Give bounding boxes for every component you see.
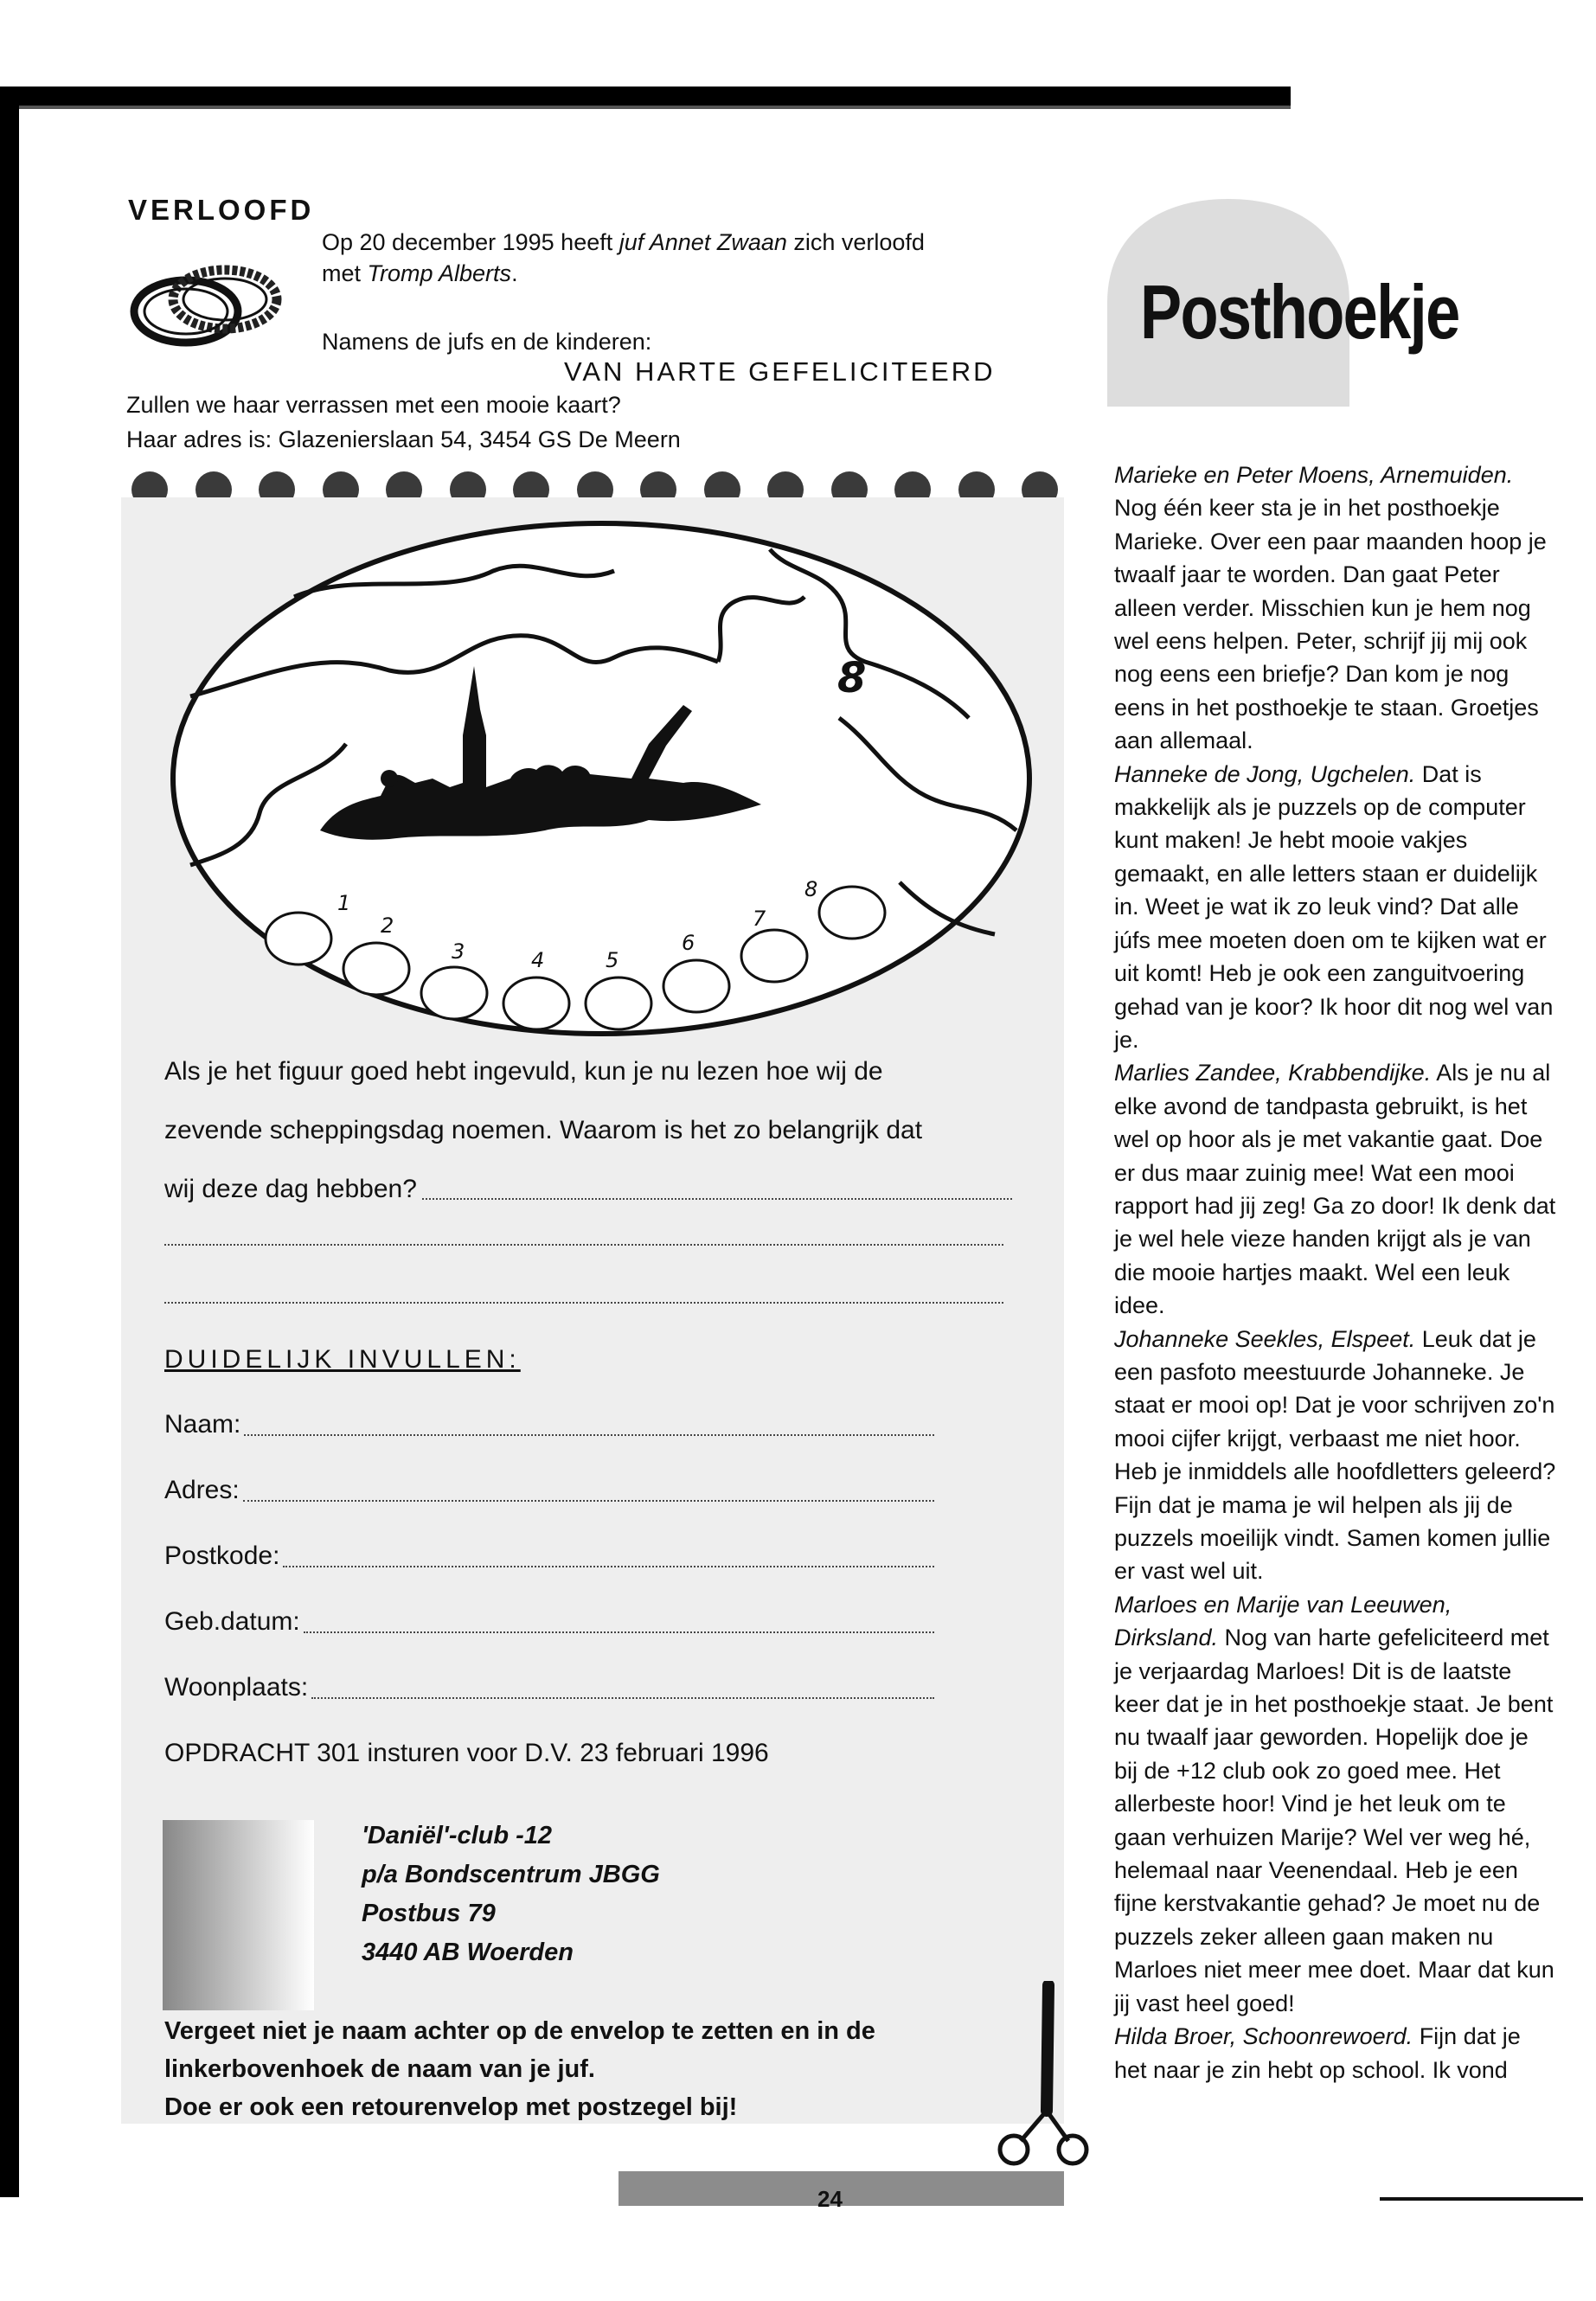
- address-label: Adres:: [164, 1476, 240, 1504]
- letter-reply: Nog één keer sta je in het posthoekje Marieke. Over een paar maanden hoop je twaalf jaar te worden. Dan gaat Peter alleen verder. Misschien kun je hem nog wel eens helpen. Peter, schrijf jij mij ook nog eens een briefje? Dan kom je nog eens in het posthoekje te staan. Groetjes aan allemaal.: [1114, 495, 1547, 754]
- verloofd-line-2-post: .: [511, 260, 518, 286]
- answer-line[interactable]: [422, 1160, 1012, 1200]
- reminder-line-3: Doe er ook een retourenvelop met postzegel bij!: [164, 2093, 738, 2121]
- letter-reply: Als je nu al elke avond de tandpasta gebruikt, is het wel op hoor als je met vakantie gaat. Doe er dus maar zuinig mee! Wat een mooi rapport had jij zeg! Ga zo door! Ik denk dat je wel hele vieze handen krijgt als je van die mooie hartjes maakt. Wel een leuk idee.: [1114, 1060, 1556, 1319]
- circle-number: 3: [452, 939, 465, 964]
- postcode-label: Postkode:: [164, 1541, 280, 1570]
- letter-sender: Marieke en Peter Moens, Arnemuiden.: [1114, 462, 1514, 488]
- verloofd-name-juf: juf Annet Zwaan: [619, 229, 787, 255]
- verloofd-line-1-pre: Op 20 december 1995 heeft: [322, 229, 619, 255]
- postcode-line[interactable]: [283, 1541, 934, 1567]
- verrassen-text: [126, 388, 681, 457]
- circle-number: 2: [381, 913, 394, 938]
- address-line-1: 'Daniël'-club -12: [362, 1822, 553, 1849]
- verloofd-line-2-pre: met: [322, 260, 368, 286]
- circle-number: 5: [606, 948, 619, 972]
- question-line-2: zevende scheppingsdag noemen. Waarom is het zo belangrijk dat: [164, 1116, 923, 1144]
- city-label: Woonplaats:: [164, 1673, 309, 1702]
- name-field[interactable]: [164, 1410, 934, 1439]
- address-field[interactable]: [164, 1476, 934, 1505]
- opdracht-text: OPDRACHT 301 insturen voor D.V. 23 februari 1996: [164, 1739, 769, 1767]
- page-number: 24: [817, 2186, 843, 2212]
- verloofd-line-2: [322, 258, 925, 289]
- puzzle-illustration: [164, 519, 1038, 1038]
- reminder-text: [164, 2012, 1029, 2126]
- scissors-icon: [986, 1981, 1090, 2171]
- letter-entry: [1114, 758, 1557, 1057]
- verloofd-announcement: [322, 227, 925, 289]
- letter-circle: [586, 977, 651, 1029]
- circle-number: 1: [337, 891, 351, 915]
- mailing-address: [362, 1817, 660, 1972]
- verloofd-line-1: [322, 227, 925, 258]
- question-text: [164, 1042, 1012, 1219]
- birthdate-line[interactable]: [304, 1607, 934, 1633]
- letter-circle: [266, 913, 331, 965]
- corner-label: 8: [837, 654, 867, 702]
- letter-circle: [421, 967, 487, 1019]
- posthoekje-title: Posthoekje: [1140, 269, 1459, 355]
- letter-reply: Leuk dat je een pasfoto meestuurde Johanneke. Je staat er mooi op! Dat je voor schrijven zo'n mooi cijfer krijgt, verbaast me niet hoor. Heb je inmiddels alle hoofdletters geleerd? Fijn dat je mama je wil helpen als jij de puzzels moeilijk vindt. Samen komen jullie er vast wel uit.: [1114, 1325, 1556, 1585]
- city-line[interactable]: [311, 1673, 934, 1699]
- gefeliciteerd-text: VAN HARTE GEFELICITEERD: [564, 356, 996, 387]
- question-line-1: Als je het figuur goed hebt ingevuld, kun je nu lezen hoe wij de: [164, 1057, 883, 1086]
- letter-entry: [1114, 2020, 1557, 2086]
- left-border-bar: [0, 87, 19, 2197]
- letter-circle: [503, 977, 569, 1029]
- letter-sender: Marlies Zandee, Krabbendijke.: [1114, 1060, 1432, 1086]
- letter-circle: [741, 930, 807, 982]
- question-line-3: [164, 1160, 1012, 1219]
- circle-number: 7: [753, 907, 766, 931]
- postcode-field[interactable]: [164, 1541, 934, 1571]
- name-line[interactable]: [244, 1410, 934, 1436]
- posthoekje-column: [1114, 458, 1557, 2086]
- question-line-3-text: wij deze dag hebben?: [164, 1175, 417, 1203]
- letter-sender: Hanneke de Jong, Ugchelen.: [1114, 760, 1416, 787]
- letter-sender: Johanneke Seekles, Elspeet.: [1114, 1325, 1416, 1352]
- reminder-line-2: linkerbovenhoek de naam van je juf.: [164, 2055, 595, 2083]
- letter-entry: [1114, 458, 1557, 758]
- letter-sender: Marloes en Marije van Leeuwen, Dirksland.: [1114, 1591, 1452, 1651]
- top-border-shadow: [19, 106, 1291, 109]
- address-line-2: p/a Bondscentrum JBGG: [362, 1861, 660, 1888]
- letter-entry: [1114, 1588, 1557, 2020]
- letter-circle: [663, 960, 729, 1012]
- birthdate-field[interactable]: [164, 1607, 934, 1637]
- letter-entry: [1114, 1323, 1557, 1588]
- letter-reply: Dat is makkelijk als je puzzels op de computer kunt maken! Je hebt mooie vakjes gemaakt, en alle letters staan er duidelijk in. Weet je wat ik zo leuk vind? Dat alle júfs mee moeten doen om te kijken wat er uit komt! Heb je ook een zanguitvoering gehad van je koor? Ik hoor dit nog wel van je.: [1114, 760, 1554, 1053]
- reminder-line-1: Vergeet niet je naam achter op de envelop te zetten en in de: [164, 2017, 875, 2045]
- name-label: Naam:: [164, 1410, 241, 1439]
- address-line-4: 3440 AB Woerden: [362, 1939, 574, 1966]
- stamp-box: [163, 1820, 314, 2010]
- letter-reply: Nog van harte gefeliciteerd met je verjaardag Marloes! Dit is de laatste keer dat je in het posthoekje staat. Je bent nu twaalf jaar geworden. Hopelijk doe je bij de +12 club ook zo goed mee. Het allerbeste hoor! Vind je het leuk om te gaan verhuizen Marije? Wel ver weg hé, helemaal naar Veenendaal. Heb je een fijne kerstvakantie gehad? Je moet nu de puzzels zeker alleen gaan maken nu Marloes niet meer mee doet. Maar dat kun jij vast heel goed!: [1114, 1625, 1554, 2016]
- verloofd-line-1-post: zich verloofd: [786, 229, 925, 255]
- verloofd-heading: VERLOOFD: [128, 194, 315, 226]
- circle-number: 6: [682, 931, 695, 955]
- adres-line: Haar adres is: Glazenierslaan 54, 3454 GS De Meern: [126, 426, 681, 452]
- address-line-3: Postbus 79: [362, 1900, 496, 1927]
- address-line[interactable]: [243, 1476, 934, 1502]
- circle-number: 4: [531, 948, 545, 972]
- letter-entry: [1114, 1056, 1557, 1322]
- answer-line[interactable]: [164, 1302, 1003, 1304]
- answer-line[interactable]: [164, 1244, 1003, 1246]
- namens-text: Namens de jufs en de kinderen:: [322, 329, 652, 355]
- letter-circle: [343, 943, 409, 995]
- top-border-bar: [19, 87, 1291, 106]
- circle-number: 8: [804, 877, 818, 901]
- birthdate-label: Geb.datum:: [164, 1607, 300, 1636]
- bottom-right-rule: [1380, 2197, 1583, 2201]
- verloofd-name-partner: Tromp Alberts: [367, 260, 512, 286]
- form-heading: DUIDELIJK INVULLEN:: [164, 1345, 521, 1374]
- rings-icon: [121, 249, 294, 357]
- letter-reply: Fijn dat je het naar je zin hebt op school. Ik vond: [1114, 2023, 1521, 2083]
- letter-circle: [819, 887, 885, 939]
- verrassen-line: Zullen we haar verrassen met een mooie kaart?: [126, 392, 621, 418]
- city-field[interactable]: [164, 1673, 934, 1702]
- letter-sender: Hilda Broer, Schoonrewoerd.: [1114, 2023, 1413, 2050]
